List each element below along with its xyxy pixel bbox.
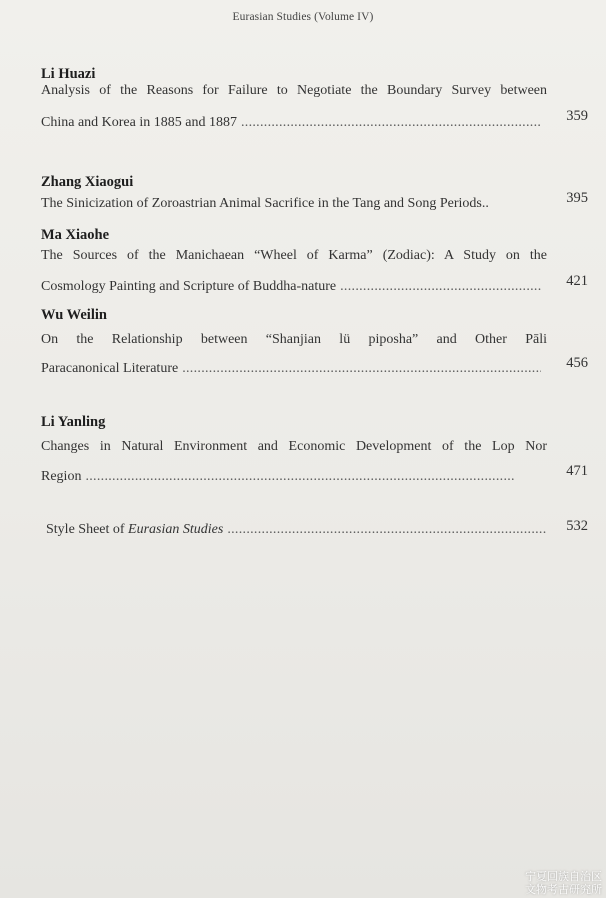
entry-title-text: China and Korea in 1885 and 1887: [41, 115, 237, 130]
entry-title-line: The Sources of the Manichaean “Wheel of Karma” (Zodiac): A Study on the: [41, 248, 547, 263]
entry-title-text: Paracanonical Literature: [41, 361, 179, 376]
style-sheet-title: [46, 522, 223, 538]
institution-watermark: [504, 870, 602, 896]
running-head: Eurasian Studies (Volume IV): [232, 11, 374, 23]
entry-title-line: On the Relationship between “Shanjian lü piposha” and Other Pāli: [41, 332, 547, 347]
entry-title-line: Changes in Natural Environment and Economic Development of the Lop Nor: [41, 439, 547, 454]
author-name: Wu Weilin: [41, 307, 107, 323]
page-number: 421: [566, 273, 588, 289]
author-name: Li Huazi: [41, 66, 96, 82]
page-number: 471: [566, 463, 588, 479]
watermark-line: 宁夏回族自治区: [525, 870, 602, 883]
page-number: 359: [566, 108, 588, 124]
entry-title-line: The Sinicization of Zoroastrian Animal Sacrifice in the Tang and Song Periods..: [41, 196, 489, 211]
dot-leader: [182, 361, 541, 377]
author-name: Ma Xiaohe: [41, 227, 110, 243]
entry-title-text: Cosmology Painting and Scripture of Buddha-nature: [41, 279, 337, 294]
dot-leader: [241, 115, 541, 131]
author-name: Li Yanling: [41, 414, 106, 430]
author-name: Zhang Xiaogui: [41, 174, 134, 190]
entry-title-text: Region: [41, 469, 82, 484]
style-sheet-prefix: Style Sheet of: [46, 522, 129, 537]
entry-title-line: [41, 115, 541, 131]
page-number: 395: [566, 190, 588, 206]
page-number: 532: [566, 518, 588, 534]
watermark-line: 文物考古研究所: [525, 883, 602, 896]
dot-leader: [340, 279, 541, 295]
entry-title-line: Analysis of the Reasons for Failure to Negotiate the Boundary Survey between: [41, 83, 547, 98]
style-sheet-entry: [46, 522, 546, 538]
entry-title-line: [41, 279, 541, 295]
dot-leader: [227, 522, 546, 538]
entry-title-line: [41, 361, 541, 377]
entry-title-line: [41, 469, 547, 485]
dot-leader: [85, 469, 547, 485]
journal-name: Eurasian Studies: [128, 522, 224, 537]
page-number: 456: [566, 355, 588, 371]
